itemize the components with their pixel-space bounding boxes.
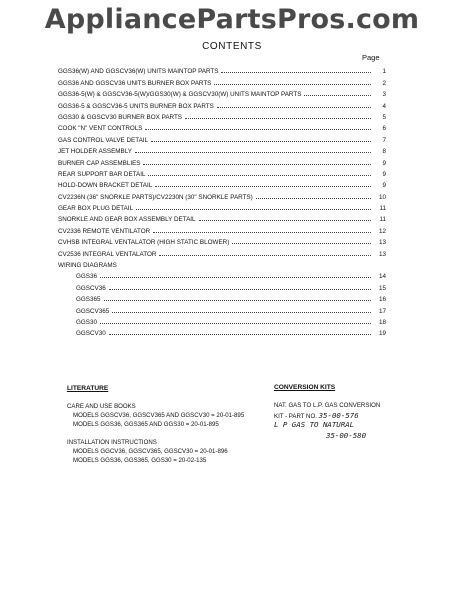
toc-label: CVHSB INTEGRAL VENTALATOR (HIGH STATIC BLOWER) — [58, 239, 230, 247]
toc-page: 3 — [382, 91, 386, 99]
toc-label: GGS36-5 & GGSCV36-5 UNITS BURNER BOX PARTS — [58, 102, 214, 110]
wiring-page: 17 — [378, 307, 386, 315]
care-line: MODELS GGS36, GGS365 AND GGS30 = 20-01-895 — [73, 421, 219, 428]
toc-page: 13 — [378, 250, 386, 258]
watermark: AppliancePartsPros.com — [44, 4, 420, 35]
toc-row — [58, 246, 386, 257]
page-column-header: Page — [362, 53, 380, 62]
toc-label: GEAR BOX PLUG DETAIL — [58, 205, 134, 213]
leader-dots — [304, 95, 371, 96]
wiring-label: GGSCV30 — [76, 330, 106, 338]
toc-page: 11 — [379, 216, 386, 224]
toc-page: 2 — [382, 79, 386, 87]
toc-label: GGS30 & GGSCV30 BURNER BOX PARTS — [58, 113, 182, 121]
table-of-contents — [58, 64, 386, 337]
leader-dots — [136, 209, 371, 210]
literature-heading: LITERATURE — [67, 385, 109, 392]
toc-row — [58, 75, 386, 86]
toc-row — [58, 110, 386, 121]
toc-page: 11 — [379, 205, 386, 213]
wiring-page: 15 — [378, 284, 386, 292]
toc-page: 1 — [382, 68, 386, 76]
toc-label: BURNER CAP ASSEMBLIES — [58, 159, 141, 167]
conversion-line: NAT. GAS TO L.P. GAS CONVERSION — [274, 402, 381, 409]
leader-dots — [100, 323, 371, 324]
leader-dots — [112, 312, 371, 313]
leader-dots — [100, 277, 371, 278]
wiring-row — [58, 303, 386, 314]
toc-row — [58, 87, 386, 98]
leader-dots — [155, 186, 371, 187]
literature-section — [67, 385, 257, 466]
toc-label: SNORKLE AND GEAR BOX ASSEMBLY DETAIL — [58, 216, 196, 224]
conversion-kits-section — [274, 384, 414, 440]
toc-label: CV2336 REMOTE VENTILATOR — [58, 227, 151, 235]
toc-label: REAR SUPPORT BAR DETAIL — [58, 170, 146, 178]
install-line: MODELS GGCV36, GGSCV365, GGSCV30 = 20-01-896 — [73, 448, 228, 455]
toc-row — [58, 121, 386, 132]
wiring-diagrams-heading-row — [58, 258, 386, 269]
wiring-row — [58, 315, 386, 326]
wiring-page: 16 — [378, 296, 386, 304]
toc-row — [58, 155, 386, 166]
toc-row — [58, 235, 386, 246]
install-heading: INSTALLATION INSTRUCTIONS — [67, 439, 157, 446]
wiring-row — [58, 280, 386, 291]
toc-row — [58, 144, 386, 155]
toc-page: 5 — [382, 113, 386, 121]
toc-label: CV2536 INTEGRAL VENTALATOR — [58, 250, 157, 258]
install-line: MODELS GGS36, GGS365, GGS30 = 20-02-135 — [73, 457, 207, 464]
toc-page: 10 — [378, 193, 386, 201]
wiring-label: GGS30 — [76, 318, 97, 326]
toc-row — [58, 201, 386, 212]
leader-dots — [199, 220, 371, 221]
leader-dots — [214, 84, 371, 85]
leader-dots — [151, 141, 371, 142]
wiring-page: 18 — [378, 318, 386, 326]
care-heading: CARE AND USE BOOKS — [67, 403, 136, 410]
toc-page: 6 — [382, 125, 386, 133]
toc-label: COOK "N" VENT CONTROLS — [58, 125, 143, 133]
wiring-diagrams-heading: WIRING DIAGRAMS — [58, 262, 117, 270]
wiring-row — [58, 269, 386, 280]
conversion-part-prefix: KIT - PART NO. — [274, 413, 317, 420]
handwritten-part-number-2: 35-00-580 — [326, 431, 367, 440]
toc-page: 8 — [382, 148, 386, 156]
toc-row — [58, 98, 386, 109]
wiring-label: GGSCV36 — [76, 284, 106, 292]
leader-dots — [221, 72, 371, 73]
leader-dots — [185, 118, 371, 119]
handwritten-note: L P GAS TO NATURAL — [274, 420, 355, 429]
wiring-label: GGS365 — [76, 296, 101, 304]
leader-dots — [159, 255, 371, 256]
toc-row — [58, 132, 386, 143]
wiring-page: 19 — [378, 330, 386, 338]
wiring-row — [58, 326, 386, 337]
leader-dots — [217, 107, 371, 108]
toc-page: 13 — [378, 239, 386, 247]
care-line: MODELS GGSCV36, GGSCV365 AND GGSCV30 = 20-01-895 — [73, 412, 245, 419]
toc-row — [58, 212, 386, 223]
leader-dots — [135, 152, 371, 153]
toc-row — [58, 64, 386, 75]
handwritten-part-number: 35-00-576 — [318, 411, 359, 420]
leader-dots — [153, 232, 371, 233]
toc-label: GGS36(W) AND GGSCV36(W) UNITS MAINTOP PARTS — [58, 68, 219, 76]
toc-row — [58, 178, 386, 189]
leader-dots — [109, 289, 371, 290]
toc-page: 9 — [382, 182, 386, 190]
conversion-heading: CONVERSION KITS — [274, 384, 336, 391]
toc-page: 12 — [378, 227, 386, 235]
leader-dots — [109, 334, 371, 335]
wiring-row — [58, 292, 386, 303]
toc-page: 4 — [382, 102, 386, 110]
toc-page: 9 — [382, 159, 386, 167]
toc-label: GGS36 AND GGSCV36 UNITS BURNER BOX PARTS — [58, 79, 212, 87]
leader-dots — [104, 300, 371, 301]
toc-row — [58, 223, 386, 234]
toc-row — [58, 189, 386, 200]
conversion-part-line — [274, 411, 414, 420]
leader-dots — [256, 198, 371, 199]
toc-row — [58, 167, 386, 178]
leader-dots — [232, 243, 371, 244]
toc-label: HOLD-DOWN BRACKET DETAIL — [58, 182, 153, 190]
toc-label: JET HOLDER ASSEMBLY — [58, 148, 132, 156]
leader-dots — [145, 129, 371, 130]
toc-page: 7 — [382, 136, 386, 144]
leader-dots — [148, 175, 371, 176]
page-title: CONTENTS — [202, 41, 262, 52]
toc-label: GGS36-5(W) & GGSCV36-5(W)/GGS30(W) & GGSCV30(W) UNITS MAINTOP PARTS — [58, 91, 302, 99]
wiring-label: GGSCV365 — [76, 307, 110, 315]
toc-label: GAS CONTROL VALVE DETAIL — [58, 136, 149, 144]
toc-label: CV2236N (36" SNORKLE PARTS)/CV2230N (30" SNORKLE PARTS) — [58, 193, 253, 201]
wiring-label: GGS36 — [76, 273, 97, 281]
toc-page: 9 — [382, 170, 386, 178]
leader-dots — [143, 164, 371, 165]
wiring-page: 14 — [378, 273, 386, 281]
